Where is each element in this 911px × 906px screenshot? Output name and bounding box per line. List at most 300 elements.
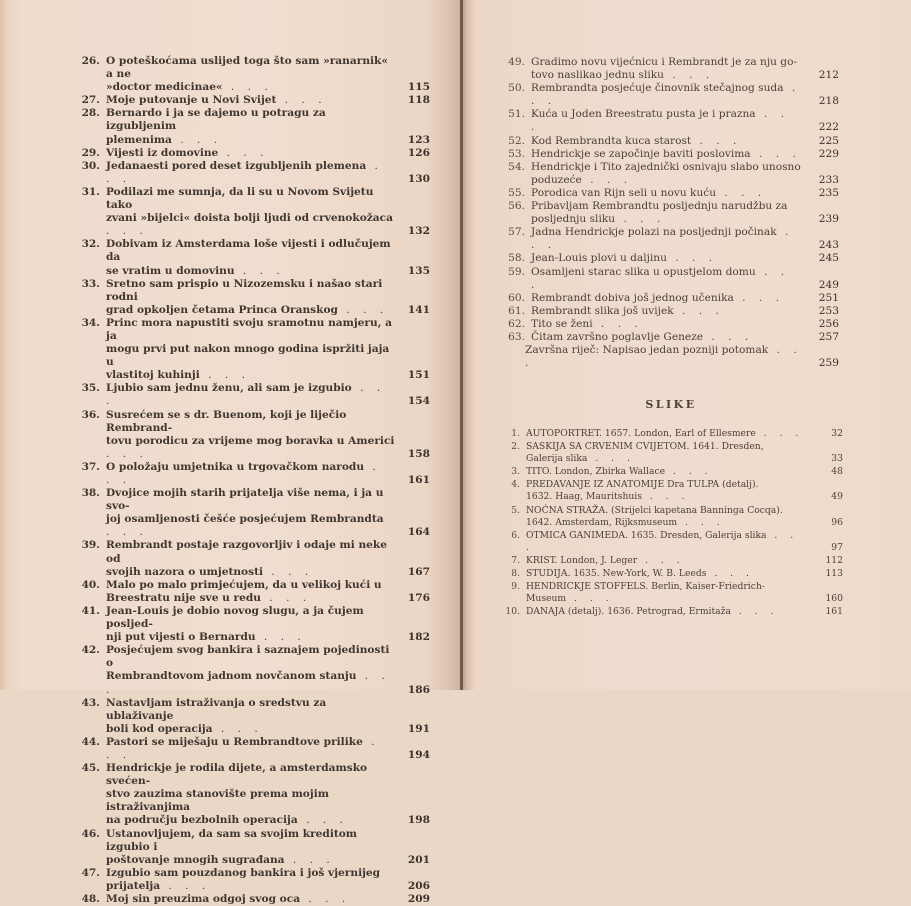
entry-title-line: Moje putovanje u Novi Svijet	[106, 94, 277, 107]
toc-entry	[503, 148, 839, 161]
page-number: 141	[407, 303, 430, 316]
page-number: 158	[407, 447, 430, 460]
entry-title	[106, 160, 396, 186]
entry-number: 52.	[508, 134, 525, 147]
entry-title-line: Tito se ženi	[531, 317, 593, 330]
entry-number: 33.	[81, 277, 100, 290]
entry-title-line: HENDRICKJE STOFFELS. Berlin, Kaiser-Friedrich-	[526, 581, 765, 593]
leader-dots: . . .	[199, 369, 250, 382]
toc-entry	[74, 867, 430, 893]
leader-dots: . . .	[641, 491, 690, 503]
entry-title	[526, 479, 813, 503]
entry-title-line: Dvojice mojih starih prijatelja više nema, i ja u svo-	[106, 487, 384, 513]
toc-entry	[503, 135, 839, 148]
entry-title	[526, 568, 813, 580]
entry-title	[531, 200, 805, 226]
entry-number: 32.	[81, 238, 100, 251]
entry-title-line: vlastitoj kuhinji	[106, 369, 200, 382]
entry-number: 29.	[81, 146, 100, 159]
page-number: 161	[825, 606, 843, 618]
entry-title-line: Jean-Louis je dobio novog slugu, a ja čujem posljed-	[106, 604, 364, 631]
entry-title	[106, 186, 396, 238]
toc-entry	[74, 107, 430, 146]
entry-title-line: joj osamljenosti češće posjećujem Rembrandta	[106, 513, 384, 526]
entry-title-line: grad opkoljen četama Princa Oranskog	[106, 303, 338, 316]
entry-title	[531, 82, 805, 108]
entry-title	[531, 148, 805, 161]
toc-entry	[74, 893, 430, 906]
page-number: 167	[407, 565, 430, 578]
entry-title	[526, 606, 813, 618]
entry-title-line: Izgubio sam pouzdanog bankira i još vjernijeg	[106, 866, 381, 879]
entry-title	[106, 736, 396, 762]
page-number: 123	[407, 133, 430, 146]
toc-entry	[503, 344, 839, 370]
plate-entry	[498, 581, 843, 605]
leader-dots: . . .	[566, 593, 614, 605]
page-number: 212	[818, 69, 839, 82]
leader-dots: . . .	[666, 252, 718, 265]
toc-entry	[503, 292, 839, 305]
entry-number: 8.	[511, 568, 520, 580]
page-number: 229	[818, 147, 839, 160]
toc-entry	[503, 187, 839, 200]
entry-title	[106, 487, 396, 539]
leader-dots: . . .	[581, 173, 633, 186]
toc-entry	[503, 318, 839, 331]
entry-number: 55.	[508, 186, 525, 199]
entry-number: 56.	[508, 200, 525, 213]
leader-dots: . . .	[750, 147, 801, 160]
toc-entry	[503, 331, 839, 344]
entry-title	[526, 555, 813, 567]
entry-number: 57.	[508, 226, 525, 239]
entry-number: 35.	[81, 382, 100, 395]
entry-number: 26.	[81, 55, 100, 67]
leader-dots: . . .	[284, 853, 335, 866]
entry-title-line: se vratim u domovinu	[106, 264, 235, 277]
entry-number: 54.	[508, 160, 525, 173]
entry-number: 48.	[81, 893, 100, 905]
page-number: 201	[407, 853, 430, 866]
entry-title-line: Hendrickje se započinje baviti poslovima	[531, 147, 751, 160]
leader-dots: . . .	[276, 94, 327, 107]
plates-list	[498, 428, 843, 619]
entry-title-line: Završna riječ: Napisao jedan pozniji potomak	[525, 344, 769, 357]
entry-title	[531, 331, 805, 344]
toc-entry	[74, 317, 430, 382]
entry-title	[106, 605, 396, 644]
toc-entry	[503, 82, 839, 108]
entry-title-line: Gradimo novu vijećnicu i Rembrandt je za nju go-	[531, 56, 798, 68]
entry-title-line: na području bezbolnih operacija	[106, 814, 298, 827]
entry-title-line: Rembrandt postaje razgovorljiv i odaje mi neke od	[106, 539, 387, 565]
entry-title-line: OTMICA GANIMEDA. 1635. Dresden, Galerija slika	[526, 529, 767, 541]
toc-entry	[74, 238, 430, 277]
leader-dots: . . .	[716, 186, 767, 199]
entry-title-line: Malo po malo primjećujem, da u velikoj kući u	[106, 578, 382, 591]
page-number: 251	[818, 291, 839, 304]
entry-number: 5.	[511, 504, 520, 516]
entry-title-line: Dobivam iz Amsterdama loše vijesti i odlučujem da	[106, 238, 391, 264]
leader-dots: . . .	[733, 291, 785, 304]
entry-title-line: Kuća u Joden Breestratu pusta je i prazna	[531, 108, 756, 121]
entry-title-line: Jadna Hendrickje polazi na posljednji počinak	[531, 226, 777, 239]
leader-dots: . . .	[106, 159, 383, 185]
leader-dots: . . .	[222, 81, 273, 94]
entry-title-line: Ljubio sam jednu ženu, ali sam je izgubio	[106, 382, 352, 395]
entry-title-line: 1642. Amsterdam, Rijksmuseum	[526, 516, 678, 528]
page-number: 191	[407, 722, 430, 735]
page-number: 164	[407, 526, 430, 539]
leader-dots: . . .	[218, 146, 269, 159]
entry-number: 7.	[511, 554, 520, 566]
entry-title-line: mogu prvi put nakon mnogo godina ispržiti jaja u	[106, 343, 390, 369]
entry-title-line: Jedanaesti pored deset izgubljenih plemena	[106, 159, 367, 172]
entry-title-line: Rembrandtovom jadnom novčanom stanju	[106, 670, 357, 683]
entry-number: 31.	[81, 185, 100, 198]
leader-dots: . . .	[106, 460, 381, 486]
entry-title	[525, 344, 805, 370]
entry-title	[106, 539, 396, 578]
entry-number: 6.	[511, 529, 520, 541]
leader-dots: . . .	[260, 591, 312, 604]
page-number: 259	[818, 357, 839, 370]
entry-title-line: Galerija slika	[526, 453, 588, 465]
entry-title-line: Pastori se miješaju u Rembrandtove prilike	[106, 735, 363, 748]
page-number: 113	[825, 568, 843, 580]
entry-title-line: Pribavljam Rembrandtu posljednju narudžbu za	[531, 200, 788, 213]
leader-dots: . . .	[615, 213, 666, 226]
page-number: 243	[818, 239, 839, 252]
leader-dots: . . .	[106, 735, 380, 761]
leader-dots: . . .	[592, 317, 643, 330]
entry-title-line: Moj sin preuzima odgoj svog oca	[106, 893, 301, 905]
page-number: 151	[407, 369, 430, 382]
page-number: 253	[818, 304, 839, 317]
page-number: 245	[818, 252, 839, 265]
page-number: 33	[831, 453, 843, 465]
entry-title	[531, 266, 805, 292]
entry-number: 46.	[81, 827, 100, 840]
leader-dots: . . .	[755, 428, 804, 439]
entry-title-line: KRIST. London, J. Leger	[526, 554, 638, 566]
page-number: 161	[407, 474, 430, 486]
leader-dots: . . .	[730, 606, 779, 618]
entry-title-line: Bernardo i ja se dajemo u potragu za izgubljenim	[106, 107, 326, 133]
leader-dots: . . .	[212, 722, 263, 735]
leader-dots: . . .	[531, 265, 790, 291]
entry-title-line: O poteškoćama uslijed toga što sam »ranarnik« a ne	[106, 55, 389, 81]
leader-dots: . . .	[531, 82, 801, 108]
entry-number: 42.	[81, 644, 100, 657]
entry-number: 58.	[508, 252, 525, 265]
page-number: 256	[818, 317, 839, 330]
leader-dots: . . .	[673, 304, 724, 317]
entry-title-line: DANAJA (detalj). 1636. Petrograd, Ermitaža	[526, 606, 731, 618]
leader-dots: . . .	[677, 516, 725, 528]
toc-entry	[74, 461, 430, 487]
leader-dots: . . .	[337, 303, 389, 316]
entry-title	[526, 428, 813, 440]
page-number: 32	[831, 428, 843, 439]
page-number: 235	[818, 186, 839, 199]
leader-dots: . . .	[171, 133, 223, 146]
leader-dots: . . .	[160, 879, 211, 892]
entry-title-line: »doctor medicinae«	[106, 81, 223, 94]
entry-title-line: stvo zauzima stanovište prema mojim istraživanjima	[106, 788, 329, 814]
entry-title	[106, 55, 396, 94]
entry-title-line: nji put vijesti o Bernardu	[106, 631, 256, 644]
entry-title	[531, 108, 805, 134]
entry-number: 27.	[81, 94, 100, 107]
toc-entry	[503, 200, 839, 226]
entry-title-line: Podilazi me sumnja, da li su u Novom Svijetu tako	[106, 185, 374, 212]
entry-title	[106, 867, 396, 893]
entry-title	[531, 292, 805, 305]
entry-number: 61.	[508, 304, 525, 317]
entry-title	[106, 107, 396, 146]
page-number: 96	[831, 516, 843, 528]
leader-dots: . . .	[106, 382, 386, 408]
plate-entry	[498, 428, 843, 440]
entry-title	[106, 238, 396, 277]
entry-title-line: Porodica van Rijn seli u novu kuću	[531, 186, 717, 199]
page-number: 97	[831, 541, 843, 553]
entry-title-line: Sretno sam prispio u Nizozemsku i našao stari rodni	[106, 277, 383, 303]
leader-dots: . . .	[703, 330, 754, 343]
plate-entry	[498, 441, 843, 465]
entry-number: 62.	[508, 317, 525, 330]
page-number: 233	[818, 173, 839, 186]
toc-entry	[503, 161, 839, 187]
toc-entry	[74, 539, 430, 578]
toc-entry	[74, 409, 430, 461]
entry-title-line: 1632. Haag, Mauritshuis	[526, 491, 642, 503]
entry-title-line: AUTOPORTRET. 1657. London, Earl of Ellesmere	[526, 428, 756, 439]
entry-title	[526, 581, 813, 605]
entry-title	[106, 828, 396, 867]
entry-title-line: svojih nazora o umjetnosti	[106, 565, 263, 578]
entry-title-line: PREDAVANJE IZ ANATOMIJE Dra TULPA (detalj).	[526, 479, 759, 491]
entry-title-line: NOĆNA STRAŽA. (Strijelci kapetana Banninga Cocqa).	[526, 504, 783, 516]
entry-number: 43.	[81, 696, 100, 709]
toc-left	[74, 55, 430, 906]
entry-number: 39.	[81, 539, 100, 552]
page-number: 112	[825, 554, 843, 566]
leader-dots: . . .	[106, 225, 148, 238]
entry-number: 49.	[508, 56, 525, 68]
entry-number: 28.	[81, 107, 100, 120]
plate-entry	[498, 530, 843, 554]
entry-number: 37.	[81, 460, 100, 473]
toc-entry	[503, 266, 839, 292]
entry-title-line: tovo naslikao jednu sliku	[531, 69, 665, 82]
toc-entry	[74, 605, 430, 644]
entry-title-line: TITO. London, Zbirka Wallace	[526, 466, 666, 478]
page-number: 206	[407, 879, 430, 892]
entry-title-line: Jean-Louis plovi u daljinu	[531, 252, 667, 265]
entry-title-line: boli kod operacija	[106, 722, 213, 735]
toc-entry	[74, 736, 430, 762]
toc-entry	[74, 579, 430, 605]
entry-title-line: O položaju umjetnika u trgovačkom narodu	[106, 460, 365, 473]
plate-entry	[498, 568, 843, 580]
page-number: 132	[407, 225, 430, 238]
entry-title-line: plemenima	[106, 133, 172, 146]
entry-number: 59.	[508, 265, 525, 278]
entry-number: 30.	[81, 159, 100, 172]
page-number: 225	[818, 134, 839, 147]
entry-title-line: SASKIJA SA CRVENIM CVIJETOM. 1641. Dresden,	[526, 441, 764, 453]
entry-title	[106, 762, 396, 827]
entry-title	[106, 461, 396, 487]
toc-entry	[74, 828, 430, 867]
entry-title-line: Osamljeni starac slika u opustjelom domu	[531, 265, 756, 278]
entry-title-line: poduzeće	[531, 173, 582, 186]
entry-title-line: Hendrickje i Tito zajednički osnivaju slabo unosno	[531, 160, 801, 173]
toc-entry	[74, 55, 430, 94]
entry-title	[531, 135, 805, 148]
toc-entry	[503, 108, 839, 134]
entry-number: 38.	[81, 487, 100, 500]
toc-entry	[503, 305, 839, 318]
leader-dots: . . .	[106, 447, 148, 460]
plate-entry	[498, 606, 843, 618]
plates-heading: SLIKE	[645, 398, 697, 411]
leader-dots: . . .	[665, 466, 713, 478]
entry-title	[531, 252, 805, 265]
plate-entry	[498, 505, 843, 529]
entry-title-line: Princ mora napustiti svoju sramotnu namjeru, a ja	[106, 316, 392, 342]
page-number: 160	[825, 593, 843, 605]
leader-dots: . . .	[526, 529, 799, 553]
toc-entry	[74, 697, 430, 736]
entry-title	[526, 441, 813, 465]
entry-title	[526, 466, 813, 478]
leader-dots: . . .	[637, 554, 685, 566]
entry-title-line: Nastavljam istraživanja o sredstvu za ublaživanje	[106, 696, 327, 722]
entry-title	[106, 278, 396, 317]
page-number: 209	[407, 893, 430, 905]
leader-dots: . . .	[525, 344, 802, 370]
entry-title	[106, 317, 396, 382]
entry-title-line: Vijesti iz domovine	[106, 146, 219, 159]
entry-number: 40.	[81, 578, 100, 591]
page-number: 176	[407, 591, 430, 604]
entry-number: 9.	[511, 581, 520, 593]
entry-title-line: Čitam završno poglavlje Geneze	[531, 330, 704, 343]
entry-title-line: STUDIJA. 1635. New-York, W. B. Leeds	[526, 568, 707, 580]
entry-number: 1.	[511, 428, 520, 439]
page-number: 239	[818, 213, 839, 226]
page-number: 222	[818, 121, 839, 134]
toc-entry	[74, 382, 430, 408]
toc-entry	[74, 762, 430, 827]
entry-title	[526, 505, 813, 529]
entry-title	[531, 305, 805, 318]
toc-entry	[74, 644, 430, 696]
entry-title	[106, 644, 396, 696]
page-number: 198	[407, 814, 430, 827]
entry-title-line: posljednju sliku	[531, 213, 616, 226]
entry-title-line: poštovanje mnogih sugrađana	[106, 853, 285, 866]
leader-dots: . . .	[691, 134, 742, 147]
page-number: 126	[407, 146, 430, 159]
entry-title	[526, 530, 813, 554]
entry-number: 36.	[81, 408, 100, 421]
entry-number: 44.	[81, 735, 100, 748]
entry-title-line: Kod Rembrandta kuca starost	[531, 134, 692, 147]
toc-entry	[74, 487, 430, 539]
entry-title	[531, 226, 805, 252]
page-number: 135	[407, 264, 430, 277]
leader-dots: . . .	[531, 226, 794, 252]
toc-entry	[74, 147, 430, 160]
entry-title	[531, 187, 805, 200]
toc-entry	[74, 278, 430, 317]
entry-title-line: Rembrandt slika još uvijek	[531, 304, 674, 317]
entry-title	[106, 382, 396, 408]
entry-number: 51.	[508, 108, 525, 121]
entry-title	[531, 56, 805, 82]
page-number: 218	[818, 95, 839, 108]
entry-number: 41.	[81, 604, 100, 617]
toc-entry	[74, 94, 430, 107]
leader-dots: . . .	[106, 526, 148, 539]
entry-title-line: Breestratu nije sve u redu	[106, 591, 261, 604]
entry-title-line: Rembrandt dobiva još jednog učenika	[531, 291, 734, 304]
entry-number: 34.	[81, 316, 100, 329]
page-number: 49	[831, 491, 843, 503]
page-number: 154	[407, 395, 430, 408]
entry-title-line: tovu porodicu za vrijeme mog boravka u Americi	[106, 434, 395, 447]
page-number: 182	[407, 631, 430, 644]
page-number: 115	[407, 81, 430, 94]
page-number: 249	[818, 278, 839, 291]
entry-number: 50.	[508, 82, 525, 95]
entry-number: 10.	[505, 606, 520, 618]
page-number: 130	[407, 172, 430, 185]
entry-title-line: Posjećujem svog bankira i saznajem pojedinosti o	[106, 644, 390, 670]
entry-title	[106, 579, 396, 605]
leader-dots: . . .	[706, 568, 754, 580]
entry-number: 60.	[508, 291, 525, 304]
leader-dots: . . .	[587, 453, 635, 465]
entry-number: 4.	[511, 479, 520, 491]
leader-dots: . . .	[664, 69, 715, 82]
entry-title	[106, 409, 396, 461]
entry-title	[531, 161, 805, 187]
toc-entry	[503, 252, 839, 265]
entry-title	[531, 318, 805, 331]
plate-entry	[498, 555, 843, 567]
leader-dots: . . .	[297, 814, 348, 827]
leader-dots: . . .	[300, 893, 351, 905]
toc-right	[503, 56, 839, 370]
entry-title-line: Rembrandta posjećuje činovnik stečajnog suda	[531, 82, 784, 95]
leader-dots: . . .	[255, 631, 306, 644]
entry-number: 63.	[508, 330, 525, 343]
entry-title	[106, 147, 396, 160]
toc-entry	[503, 226, 839, 252]
entry-number: 47.	[81, 866, 100, 879]
leader-dots: . . .	[531, 108, 790, 134]
leader-dots: . . .	[234, 264, 285, 277]
page-number: 118	[407, 94, 430, 107]
entry-title-line: zvani »bijelci« doista bolji ljudi od crvenokožaca	[106, 212, 393, 225]
page-number: 186	[407, 683, 430, 696]
